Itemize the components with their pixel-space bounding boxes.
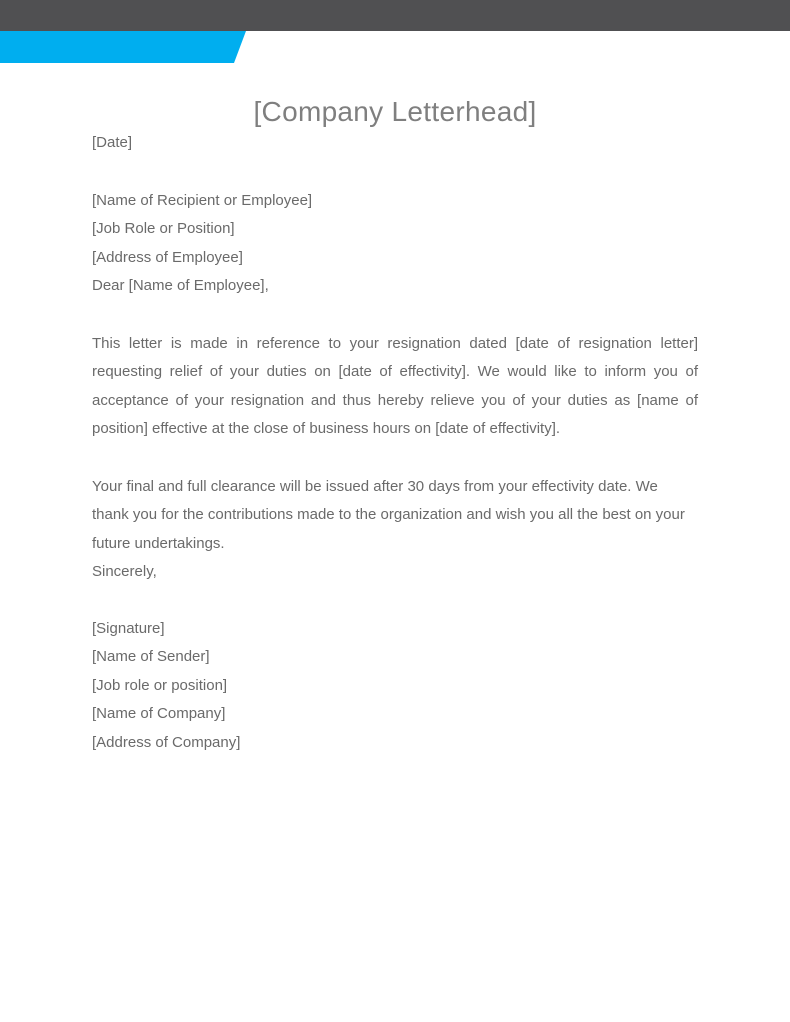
letter-body [92,0,698,757]
body-paragraph-1: This letter is made in reference to your resignation dated [date of resignation letter] requesting relief of your duties on [date of effectivity]. We would like to inform you of acceptance of your resignation and thus hereby relieve you of your duties as [name of position] effective at the close of business hours on [date of effectivity]. [92,334,698,437]
signature-placeholder: [Signature] [92,619,165,637]
body-paragraph-2: Your final and full clearance will be issued after 30 days from your effectivity date. We thank you for the contributions made to the organization and wish you all the best on your future undertakings. [92,477,685,552]
salutation: Dear [Name of Employee], [92,277,269,294]
recipient-role: [Job Role or Position] [92,220,235,237]
date-placeholder: [Date] [92,134,133,151]
closing: Sincerely, [92,563,157,580]
recipient-address: [Address of Employee] [92,248,243,266]
recipient-name: [Name of Recipient or Employee] [92,191,313,209]
company-address: [Address of Company] [92,733,241,751]
sender-name: [Name of Sender] [92,648,210,665]
recipient-block [92,187,698,273]
company-name: [Name of Company] [92,705,226,722]
sender-role: [Job role or position] [92,676,228,694]
signature-block [92,615,698,758]
page-title: [Company Letterhead] [253,96,537,127]
